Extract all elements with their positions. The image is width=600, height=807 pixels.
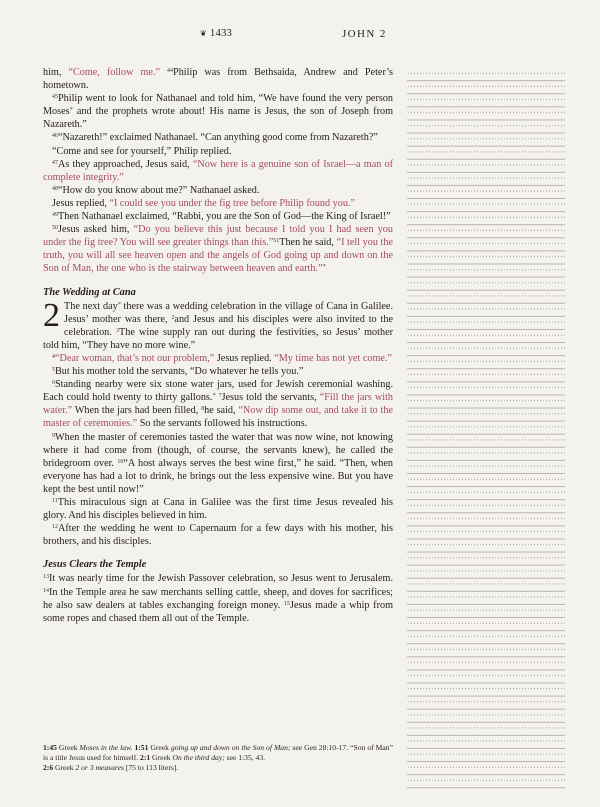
verse-paragraph: $^{46}$“Nazareth!” exclaimed Nathanael. “Can anything good come from Nazareth?” (52, 132, 378, 144)
running-head: JOHN 2 (342, 28, 387, 40)
verse-paragraph: $^{45}$Philip went to look for Nathanael and told him, “We have found the very person Moses* and the prophets wrote about! His name is Jesus, the son of Joseph from Nazareth.” (43, 93, 393, 131)
journaling-lines[interactable] (407, 70, 565, 790)
verse-paragraph: “Come and see for yourself,” Philip replied. (52, 145, 232, 157)
verse-paragraph: $^{50}$Jesus asked him, “Do you believe this just because I told you I had seen you under the fig tree? You will see greater things than this.”$^{51}$Then he said, “I tell you the truth, you will all see heaven open and the angels of God going up and down on the Son of Man, the one who is the stairway between heaven and earth.”* (43, 224, 393, 275)
footnotes (43, 743, 393, 773)
verse-paragraph: Jesus replied, “I could see you under the fig tree before Philip found you.” (52, 197, 355, 209)
verse-paragraph: $^{11}$This miraculous sign at Cana in Galilee was the first time Jesus revealed his glory. And his disciples believed in him. (43, 497, 393, 522)
verse-paragraph: $^{49}$Then Nathanael exclaimed, “Rabbi, you are the Son of God—the King of Israel!” (52, 211, 391, 223)
verse-paragraph: $^9$When the master of ceremonies tasted the water that was now wine, not knowing where it had come from (though, of course, the servants knew), he called the bridegroom over. $^{10}$“A host always serves the best wine first,” he said. “Then, when everyone has had a lot to drink, he brings out the less expensive wine. But you have kept the best until now!” (43, 431, 393, 495)
chapter-number: 2 (43, 296, 60, 334)
verse-paragraph: $^5$But his mother told the servants, “Do whatever he tells you.” (52, 366, 304, 378)
section-heading: Jesus Clears the Temple (43, 559, 147, 571)
leaf-icon: ❦ (200, 29, 208, 38)
verse-paragraph: $^{13}$It was nearly time for the Jewish Passover celebration, so Jesus went to Jerusalem. $^{14}$In the Temple area he saw merchants selling cattle, sheep, and doves for sacrifices; he also saw dealers at tables exchanging foreign money. $^{15}$Jesus made a whip from some ropes and chased them all out of the Temple. (43, 573, 393, 624)
verse-paragraph: him, “Come, follow me.” $^{44}$Philip was from Bethsaida, Andrew and Peter’s hometown. (43, 67, 394, 92)
verse-paragraph: $^{12}$After the wedding he went to Capernaum for a few days with his mother, his brothers, and his disciples. (43, 523, 393, 548)
footnote-block: 1:45 Greek Moses in the law. 1:51 Greek going up and down on the Son of Man; see Gen 28:10-17. “Son of Man” is a title Jesus used for himself. 2:1 Greek On the third day; see 1:35, 43. 2:6 Greek 2 or 3 measures [75 to 113 liters]. (43, 743, 393, 773)
scripture-text-column (43, 66, 393, 625)
verse-paragraph: $^6$Standing nearby were six stone water jars, used for Jewish ceremonial washing. Each could hold twenty to thirty gallons.* $^7$Jesus told the servants, “Fill the jars with water.” When the jars had been filled, $^8$he said, “Now dip some out, and take it to the master of ceremonies.” So the servants followed his instructions. (43, 379, 394, 430)
verse-paragraph: $^{47}$As they approached, Jesus said, “Now here is a genuine son of Israel—a man of complete integrity.” (43, 158, 394, 183)
verse-paragraph: $^{48}$“How do you know about me?” Nathanael asked. (52, 184, 260, 196)
verse-paragraph: 2 The next day* there was a wedding celebration in the village of Cana in Galilee. Jesus’ mother was there, $^2$and Jesus and his disciples were also invited to the celebration. $^3$The wine supply ran out during the festivities, so Jesus’ mother told him, “They have no more wine.” (43, 296, 393, 351)
page-header (0, 28, 600, 44)
page-number: ❦ 1433 (200, 28, 233, 39)
section-heading: The Wedding at Cana (43, 286, 136, 298)
verse-paragraph: $^4$“Dear woman, that’s not our problem,” Jesus replied. “My time has not yet come.” (52, 352, 392, 364)
